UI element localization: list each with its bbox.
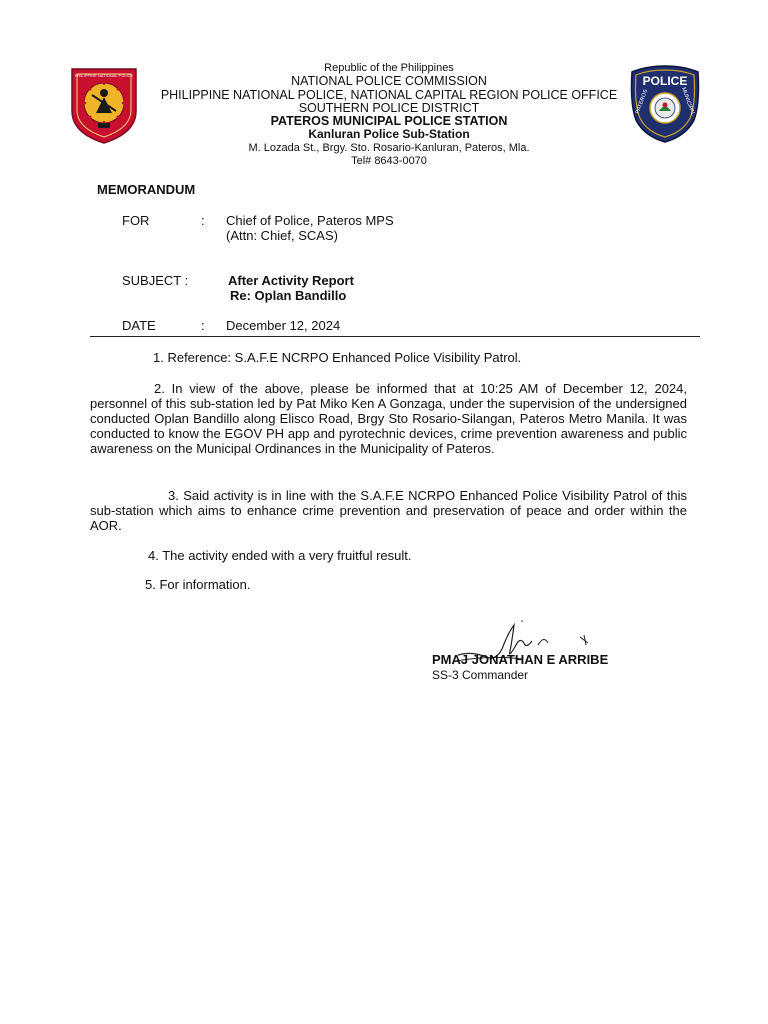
- paragraph-3: 3. Said activity is in line with the S.A.F.E NCRPO Enhanced Police Visibility Patrol of this sub-station which aims to enhance crime prevention and preservation of peace and order within the AOR.: [90, 488, 687, 533]
- for-value: [226, 213, 394, 243]
- date-label: DATE: [122, 318, 156, 333]
- signatory-title: SS-3 Commander: [432, 668, 529, 682]
- police-badge-left-text: PATEROS: [634, 88, 650, 115]
- divider: [90, 336, 700, 337]
- header-line-napolcom: NATIONAL POLICE COMMISSION: [291, 74, 487, 89]
- for-colon: :: [201, 213, 205, 228]
- subject-label: SUBJECT :: [122, 273, 189, 288]
- for-label: FOR: [122, 213, 150, 228]
- police-badge-right-text: MUNICIPAL: [680, 86, 696, 117]
- paragraph-5: 5. For information.: [145, 577, 251, 592]
- subject-value: [228, 273, 354, 303]
- paragraph-2: 2. In view of the above, please be informed that at 10:25 AM of December 12, 2024, personnel of this sub-station led by Pat Miko Ken A Gonzaga, under the supervision of the undersigned conducted Oplan Bandillo along Elisco Road, Brgy Sto Rosario-Silangan, Pateros Metro Manila. It was conducted to know the EGOV PH app and pyrotechnic devices, crime prevention awareness and public awareness on the Municipal Ordinances in the Municipality of Pateros.: [90, 381, 687, 456]
- subject-line-1: After Activity Report: [228, 273, 354, 288]
- date-colon: :: [201, 318, 205, 333]
- date-value: December 12, 2024: [226, 318, 341, 333]
- header-line-telephone: Tel# 8643-0070: [351, 155, 427, 168]
- header-line-station: PATEROS MUNICIPAL POLICE STATION: [270, 114, 508, 129]
- header-line-republic: Republic of the Philippines: [324, 62, 454, 74]
- paragraph-4: 4. The activity ended with a very fruitful result.: [148, 548, 412, 563]
- header-line-substation: Kanluran Police Sub-Station: [308, 127, 470, 142]
- for-line-1: Chief of Police, Pateros MPS: [226, 213, 394, 228]
- paragraph-1: 1. Reference: S.A.F.E NCRPO Enhanced Police Visibility Patrol.: [153, 350, 522, 365]
- header-line-district: SOUTHERN POLICE DISTRICT: [298, 100, 480, 115]
- header-line-pnp: PHILIPPINE NATIONAL POLICE, NATIONAL CAPITAL REGION POLICE OFFICE: [160, 87, 618, 102]
- signatory-name: PMAJ JONATHAN E ARRIBE: [432, 652, 609, 667]
- pnp-seal-text: PHILIPPINE NATIONAL POLICE: [74, 73, 134, 78]
- letterhead: [130, 62, 648, 168]
- header-line-address: M. Lozada St., Brgy. Sto. Rosario-Kanluran, Pateros, Mla.: [248, 141, 530, 154]
- memo-title: MEMORANDUM: [97, 182, 196, 197]
- police-badge-title: POLICE: [642, 74, 688, 88]
- subject-line-2: Re: Oplan Bandillo: [230, 288, 347, 303]
- police-badge-icon: [628, 64, 702, 144]
- for-line-2: (Attn: Chief, SCAS): [226, 228, 338, 243]
